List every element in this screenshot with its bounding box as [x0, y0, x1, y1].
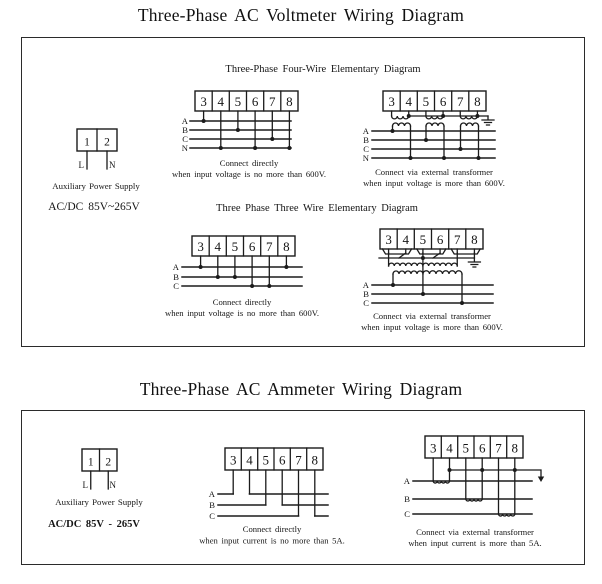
- terminal-8: 8: [511, 440, 519, 456]
- phase-c-label: C: [182, 134, 188, 144]
- caption-line2: when input current is no more than 5A.: [199, 535, 345, 546]
- terminal-5: 5: [419, 232, 427, 247]
- terminal-7: 7: [295, 452, 302, 468]
- pt-primary-coils: [393, 123, 479, 126]
- phase-c-label: C: [363, 144, 369, 154]
- caption-line2: when input voltage is no more than 600V.: [171, 169, 327, 179]
- phase-b-label: B: [209, 500, 215, 510]
- ground-icon: [482, 116, 494, 125]
- terminal-wires: [201, 256, 287, 286]
- terminal-5: 5: [231, 239, 239, 254]
- line-label: L: [82, 480, 88, 490]
- terminal-8: 8: [311, 452, 319, 468]
- four-wire-transformer-diagram: [363, 91, 505, 188]
- caption-line1: Connect via external transformer: [416, 527, 534, 537]
- four-wire-direct-diagram: [172, 91, 326, 179]
- terminal-3: 3: [200, 94, 207, 109]
- terminal-8: 8: [474, 94, 481, 109]
- terminal-6: 6: [436, 232, 444, 247]
- terminal-8: 8: [471, 232, 478, 247]
- phase-c-label: C: [209, 511, 215, 521]
- terminal-7: 7: [495, 440, 502, 456]
- aux-terminal-1: 1: [87, 456, 94, 469]
- ammeter-direct-diagram: [199, 448, 345, 546]
- terminal-wires: [233, 470, 315, 516]
- phase-c-label: C: [173, 281, 179, 291]
- caption-line2: when input voltage is more than 600V.: [363, 178, 505, 188]
- caption-line1: Connect directly: [242, 524, 302, 534]
- earth-arrow-icon: [538, 477, 544, 483]
- ammeter-transformer-diagram: [404, 436, 544, 548]
- terminal-4: 4: [446, 440, 453, 456]
- voltmeter-diagram: [22, 38, 584, 343]
- terminal-3: 3: [197, 239, 204, 254]
- junction-dots: [202, 119, 292, 150]
- phase-b-label: B: [363, 135, 369, 145]
- terminal-5: 5: [462, 440, 470, 456]
- phase-b-label: B: [404, 494, 410, 504]
- phase-a-label: A: [362, 280, 369, 290]
- terminal-3: 3: [429, 440, 437, 456]
- ammeter-diagram: [22, 411, 584, 561]
- terminal-6: 6: [439, 94, 447, 109]
- terminal-5: 5: [422, 94, 430, 109]
- three-wire-subtitle: Three Phase Three Wire Elementary Diagram: [216, 203, 418, 214]
- voltmeter-title: Three-Phase AC Voltmeter Wiring Diagram: [137, 5, 465, 25]
- caption-line1: Connect directly: [219, 158, 279, 168]
- aux-terminal-2: 2: [104, 136, 110, 149]
- phase-n-label: N: [181, 143, 188, 153]
- phase-b-label: B: [173, 272, 179, 282]
- aux-wires: [91, 471, 109, 489]
- neutral-label: N: [109, 480, 116, 490]
- terminal-8: 8: [286, 94, 293, 109]
- junction-dots: [391, 114, 481, 160]
- four-wire-subtitle: Three-Phase Four-Wire Elementary Diagram: [225, 64, 421, 75]
- terminal-3: 3: [388, 94, 395, 109]
- phase-b-label: B: [363, 289, 369, 299]
- aux-rating: AC/DC 85V~265V: [48, 201, 140, 213]
- phase-a-label: A: [181, 116, 188, 126]
- terminal-7: 7: [454, 232, 461, 247]
- ammeter-panel: [21, 410, 585, 565]
- three-wire-direct-diagram: [165, 236, 319, 318]
- terminal-3: 3: [385, 232, 392, 247]
- terminal-4: 4: [402, 232, 410, 247]
- terminal-7: 7: [457, 94, 464, 109]
- terminal-7: 7: [269, 94, 276, 109]
- secondary-common-bus: [450, 470, 542, 477]
- line-label: L: [78, 160, 84, 170]
- aux-terminal-1: 1: [84, 136, 90, 149]
- terminal-4: 4: [405, 94, 413, 109]
- terminal-wires: [433, 458, 515, 514]
- caption-line2: when input voltage is no more than 600V.: [164, 308, 320, 318]
- phase-c-label: C: [404, 509, 410, 519]
- aux-rating: AC/DC 85V - 265V: [48, 519, 140, 530]
- phase-n-label: N: [362, 153, 369, 163]
- transformer-wires: [389, 253, 462, 303]
- terminal-8: 8: [283, 239, 290, 254]
- aux-terminal-2: 2: [105, 456, 112, 469]
- phase-c-label: C: [363, 298, 369, 308]
- terminal-stubs: [392, 111, 478, 116]
- phase-lines: [190, 121, 291, 148]
- terminal-4: 4: [246, 452, 253, 468]
- caption-line2: when input current is more than 5A.: [408, 538, 542, 548]
- phase-lines: [372, 285, 493, 303]
- phase-lines: [182, 267, 302, 286]
- pt-primary-coils: [393, 271, 462, 274]
- terminal-4: 4: [217, 94, 225, 109]
- terminal-6: 6: [478, 440, 486, 456]
- three-wire-transformer-diagram: [361, 229, 503, 332]
- aux-power-supply: [48, 129, 140, 213]
- phase-a-label: A: [403, 476, 410, 486]
- ammeter-title: Three-Phase AC Ammeter Wiring Diagram: [139, 379, 463, 399]
- terminal-5: 5: [234, 94, 242, 109]
- phase-a-label: A: [208, 489, 215, 499]
- aux-caption: Auxiliary Power Supply: [52, 181, 140, 191]
- aux-wires: [87, 151, 107, 169]
- caption-line2: when input voltage is more than 600V.: [361, 322, 503, 332]
- phase-a-label: A: [362, 126, 369, 136]
- phase-a-label: A: [172, 262, 179, 272]
- terminal-7: 7: [266, 239, 273, 254]
- terminal-4: 4: [214, 239, 222, 254]
- caption-line1: Connect via external transformer: [375, 167, 493, 177]
- caption-line1: Connect directly: [212, 297, 272, 307]
- terminal-5: 5: [262, 452, 270, 468]
- terminal-6: 6: [278, 452, 286, 468]
- caption-line1: Connect via external transformer: [373, 311, 491, 321]
- terminal-6: 6: [251, 94, 259, 109]
- aux-caption: Auxiliary Power Supply: [55, 497, 143, 507]
- voltmeter-panel: [21, 37, 585, 347]
- terminal-cover-tabs: [383, 249, 481, 254]
- phase-b-label: B: [182, 125, 188, 135]
- terminal-6: 6: [248, 239, 256, 254]
- ground-icon: [468, 258, 480, 267]
- phase-lines: [218, 494, 328, 516]
- neutral-label: N: [109, 160, 116, 170]
- terminal-3: 3: [229, 452, 237, 468]
- aux-power-supply: [48, 449, 143, 530]
- phase-lines: [372, 131, 495, 158]
